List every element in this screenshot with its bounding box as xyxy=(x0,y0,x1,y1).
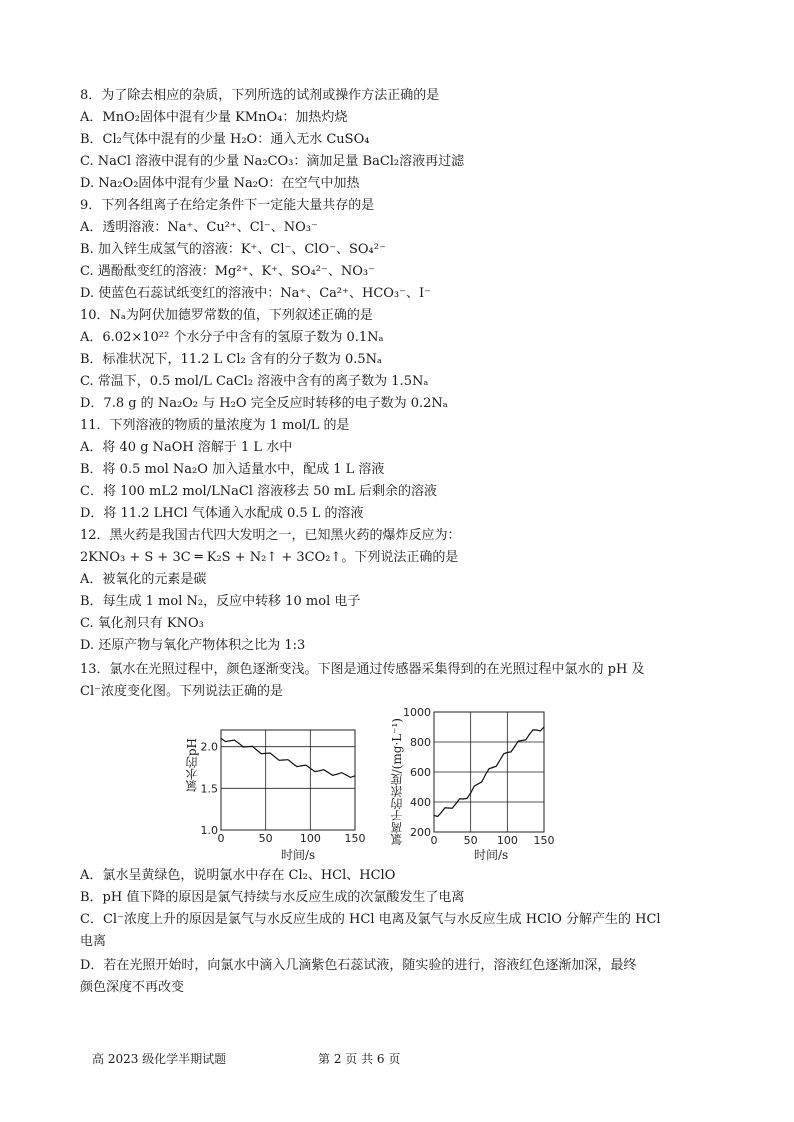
data-point xyxy=(529,734,530,735)
data-point xyxy=(521,740,522,741)
data-point xyxy=(455,803,456,804)
footer-page: 第 2 页 共 6 页 xyxy=(318,1052,401,1066)
data-point xyxy=(441,812,442,813)
data-point xyxy=(354,775,355,776)
ph-chart xyxy=(185,708,375,863)
y-tick-label: 400 xyxy=(410,796,431,809)
data-point xyxy=(301,765,302,766)
text-line: 10．Nₐ为阿伏加德罗常数的值，下列叙述正确的是 xyxy=(80,308,373,323)
y-tick-label: 2.0 xyxy=(200,740,218,754)
text-line: D．7.8 g 的 Na₂O₂ 与 H₂O 完全反应时转移的电子数为 0.2Nₐ xyxy=(80,396,448,411)
x-tick-label: 150 xyxy=(344,832,366,845)
text-line: D. 还原产物与氧化产物体积之比为 1:3 xyxy=(80,638,306,653)
y-tick-label: 800 xyxy=(410,736,431,749)
data-point xyxy=(337,774,338,775)
data-point xyxy=(265,753,266,754)
data-point xyxy=(220,738,221,739)
text-line: B．将 0.5 mol Na₂O 加入适量水中，配成 1 L 溶液 xyxy=(80,462,385,477)
data-point xyxy=(238,743,239,744)
option-line: 颜色深度不再改变 xyxy=(80,980,185,995)
data-point xyxy=(310,768,311,769)
data-point xyxy=(433,815,434,816)
text-line: A．被氧化的元素是碳 xyxy=(80,572,207,587)
text-line: D. 使蓝色石蕊试纸变红的溶液中：Na⁺、Ca²⁺、HCO₃⁻、I⁻ xyxy=(80,286,431,301)
text-line: A．将 40 g NaOH 溶解于 1 L 水中 xyxy=(80,440,293,455)
data-point xyxy=(463,798,464,799)
text-line: B．标准状况下，11.2 L Cl₂ 含有的分子数为 0.5Nₐ xyxy=(80,352,383,367)
text-line: D. Na₂O₂固体中混有少量 Na₂O：在空气中加热 xyxy=(80,176,360,191)
text-line: 8．为了除去相应的杂质，下列所选的试剂或操作方法正确的是 xyxy=(80,88,440,103)
chloride-chart-xlabel: 时间/s xyxy=(474,848,509,862)
data-point xyxy=(499,759,500,760)
chloride-chart-svg xyxy=(390,704,565,846)
data-point xyxy=(448,807,449,808)
x-tick-label: 100 xyxy=(496,834,518,846)
chloride-chart xyxy=(390,704,565,864)
text-line: A．6.02×10²² 个水分子中含有的氢原子数为 0.1Nₐ xyxy=(80,330,384,345)
text-line: B．每生成 1 mol N₂，反应中转移 10 mol 电子 xyxy=(80,594,361,609)
text-line: C. 遇酚酞变红的溶液：Mg²⁺、K⁺、SO₄²⁻、NO₃⁻ xyxy=(80,264,375,279)
option-line: 电离 xyxy=(80,934,107,949)
x-tick-label: 0 xyxy=(430,834,438,846)
x-tick-label: 50 xyxy=(463,834,478,846)
text-line: C. 氧化剂只有 KNO₃ xyxy=(80,616,204,631)
text-line: 11．下列溶液的物质的量浓度为 1 mol/L 的是 xyxy=(80,418,350,433)
text-line: B．Cl₂气体中混有的少量 H₂O：通入无水 CuSO₄ xyxy=(80,132,370,147)
text-line: Cl⁻浓度变化图。下列说法正确的是 xyxy=(80,684,283,699)
text-line: C．将 100 mL2 mol/LNaCl 溶液移去 50 mL 后剩余的溶液 xyxy=(80,484,437,499)
text-line: C. 常温下，0.5 mol/L CaCl₂ 溶液中含有的离子数为 1.5Nₐ xyxy=(80,374,429,389)
y-tick-label: 1000 xyxy=(403,706,431,719)
data-point xyxy=(543,726,544,727)
text-line: A．MnO₂固体中混有少量 KMnO₄：加热灼烧 xyxy=(80,110,348,125)
text-line: A．透明溶液：Na⁺、Cu²⁺、Cl⁻、NO₃⁻ xyxy=(80,220,318,235)
data-point xyxy=(485,774,486,775)
data-point xyxy=(507,752,508,753)
data-point xyxy=(283,759,284,760)
ph-chart-ylabel: 氯水的pH xyxy=(185,738,199,793)
y-tick-label: 1.5 xyxy=(200,782,218,796)
data-point xyxy=(292,763,293,764)
ph-chart-xlabel: 时间/s xyxy=(281,848,316,862)
data-point xyxy=(345,774,346,775)
option-line: C．Cl⁻浓度上升的原因是氯气与水反应生成的 HCl 电离及氯气与水反应生成 HClO 分解产生的 HCl xyxy=(80,912,661,927)
text-line: 9．下列各组离子在给定条件下一定能大量共存的是 xyxy=(80,198,375,213)
footer-left: 高 2023 级化学半期试题 xyxy=(92,1052,227,1066)
x-tick-label: 50 xyxy=(258,832,273,845)
ph-chart-svg xyxy=(185,708,375,848)
chloride-chart-ylabel: 氯离子的浓度/(mg·L⁻¹) xyxy=(390,718,404,846)
text-line: D．将 11.2 LHCl 气体通入水配成 0.5 L 的溶液 xyxy=(80,506,364,521)
data-point xyxy=(470,792,471,793)
option-line: B．pH 值下降的原因是氯气持续与水反应生成的次氯酸发生了电离 xyxy=(80,890,465,905)
text-line: C. NaCl 溶液中混有的少量 Na₂CO₃：滴加足量 BaCl₂溶液再过滤 xyxy=(80,154,465,169)
x-tick-label: 150 xyxy=(533,834,555,846)
x-tick-label: 0 xyxy=(217,832,225,845)
data-series-line xyxy=(221,738,355,777)
option-line: D．若在光照开始时，向氯水中滴入几滴紫色石蕊试液，随实验的进行，溶液红色逐渐加深，最终 xyxy=(80,958,637,973)
x-tick-label: 100 xyxy=(299,832,321,845)
y-tick-label: 200 xyxy=(410,826,431,839)
data-point xyxy=(477,783,478,784)
data-point xyxy=(536,729,537,730)
option-line: A．氯水呈黄绿色，说明氯水中存在 Cl₂、HCl、HClO xyxy=(80,868,396,883)
text-line: B. 加入锌生成氢气的溶液：K⁺、Cl⁻、ClO⁻、SO₄²⁻ xyxy=(80,242,386,257)
data-point xyxy=(247,746,248,747)
data-point xyxy=(256,749,257,750)
y-tick-label: 600 xyxy=(410,766,431,779)
data-point xyxy=(274,756,275,757)
text-line: 12．黑火药是我国古代四大发明之一，已知黑火药的爆炸反应为： xyxy=(80,528,461,543)
data-point xyxy=(229,740,230,741)
y-tick-label: 1.0 xyxy=(200,824,218,837)
data-point xyxy=(319,770,320,771)
data-point xyxy=(328,772,329,773)
data-point xyxy=(514,746,515,747)
text-line: 13．氯水在光照过程中，颜色逐渐变浅。下图是通过传感器采集得到的在光照过程中氯水的 pH 及 xyxy=(80,662,645,677)
data-point xyxy=(492,767,493,768)
text-line: 2KNO₃ + S + 3C ═ K₂S + N₂↑ + 3CO₂↑。下列说法正确的是 xyxy=(80,550,459,565)
